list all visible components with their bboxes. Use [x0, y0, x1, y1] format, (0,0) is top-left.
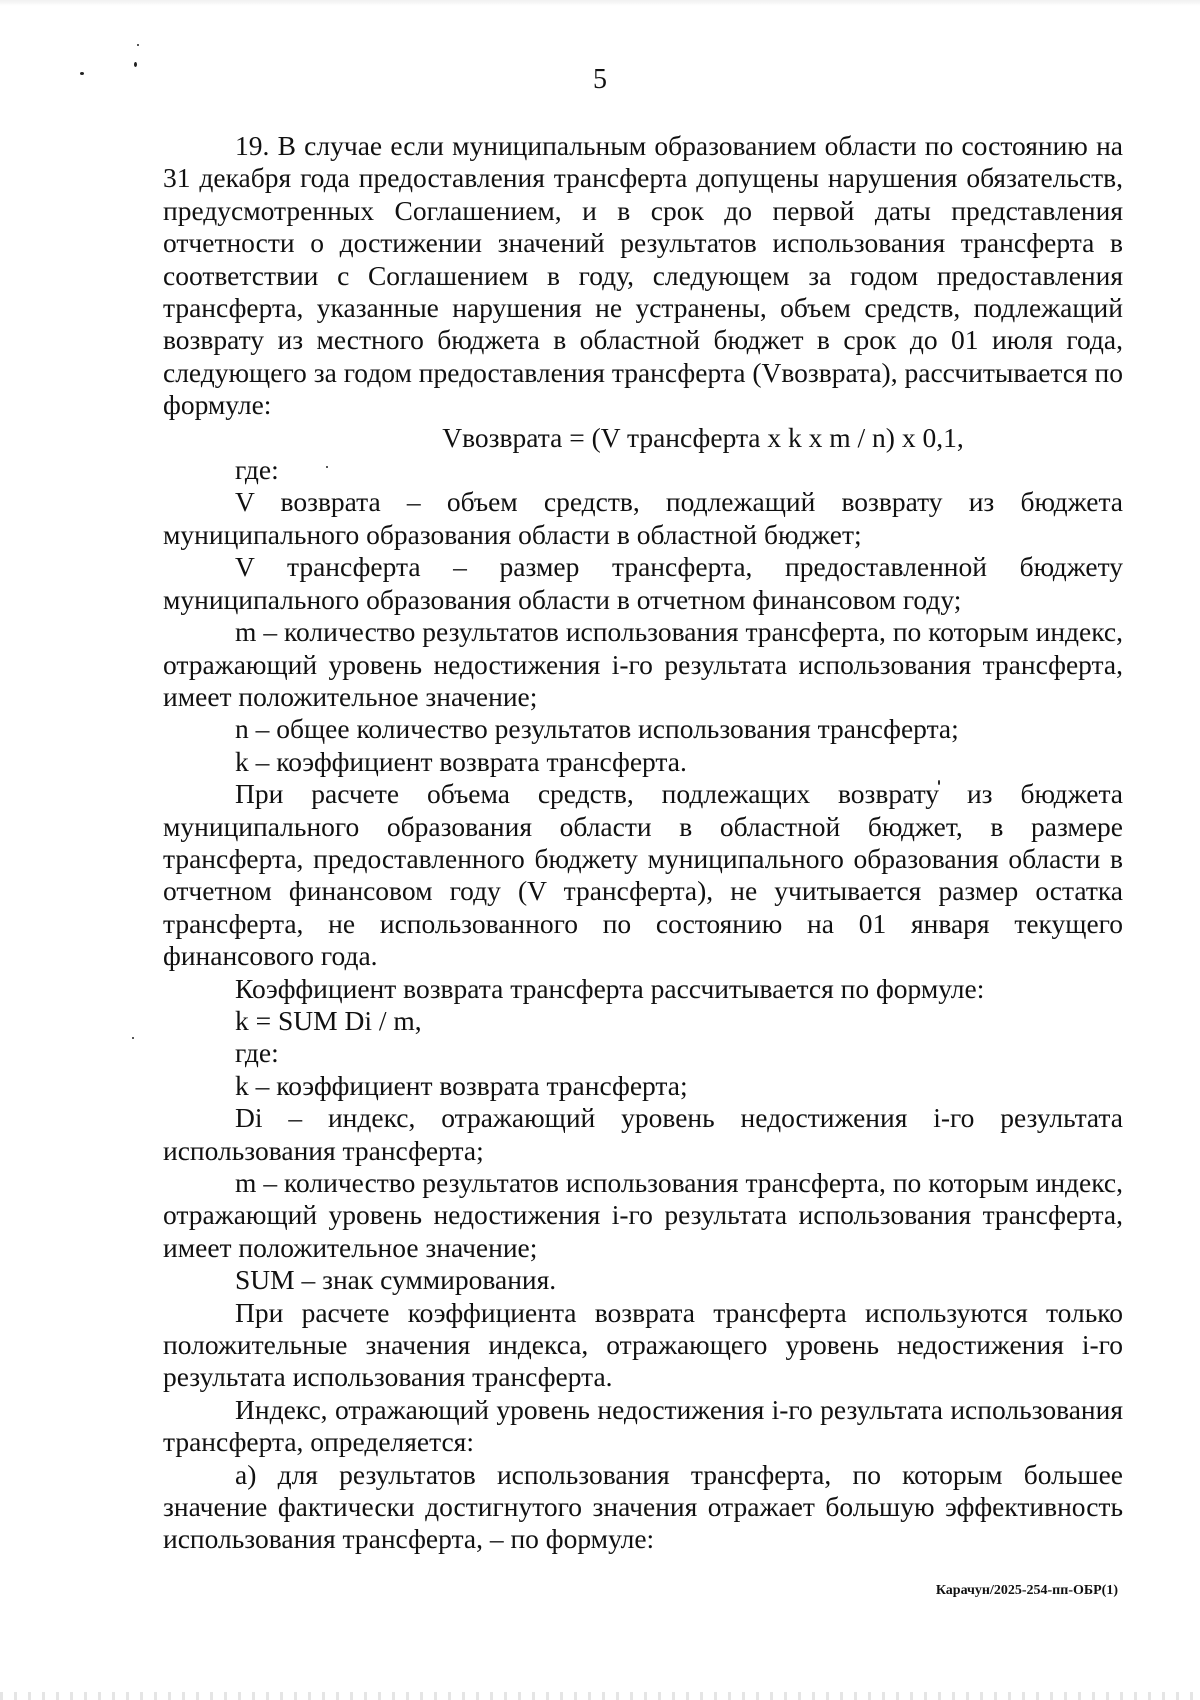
scan-edge-bottom	[0, 1692, 1200, 1700]
document-body	[163, 130, 1123, 1556]
definition-n: n – общее количество результатов использования трансферта;	[235, 713, 959, 745]
where-label-2: где:	[235, 1037, 279, 1069]
definition-di: Di – индекс, отражающий уровень недостижения i-го результата использования трансферта;	[163, 1102, 1123, 1166]
document-footer-code: Карачун/2025-254-пп-ОБР(1)	[935, 1583, 1118, 1598]
scan-edge-top	[0, 0, 1200, 6]
page-number: 5	[593, 64, 607, 95]
paragraph-coefficient-intro: Коэффициент возврата трансферта рассчитывается по формуле:	[235, 972, 985, 1004]
paragraph-case-a: а) для результатов использования трансферта, по которым большее значение фактически достигнутого значения отражает большую эффективность использования трансферта, – по формуле:	[163, 1458, 1123, 1555]
definition-m-2: m – количество результатов использования трансферта, по которым индекс, отражающий уровень недостижения i-го результата использования трансферта, имеет положительное значение;	[163, 1167, 1123, 1263]
scan-speck	[137, 44, 139, 46]
formula-coefficient: k = SUM Di / m,	[235, 1004, 422, 1036]
definition-m: m – количество результатов использования трансферта, по которым индекс, отражающий уровень недостижения i-го результата использования трансферта, имеет положительное значение;	[163, 616, 1123, 712]
paragraph-positive-values: При расчете коэффициента возврата трансферта используются только положительные значения индекса, отражающего уровень недостижения i-го результата использования трансферта.	[163, 1296, 1123, 1393]
definition-k: k – коэффициент возврата трансферта.	[235, 745, 687, 777]
definition-v-return: V возврата – объем средств, подлежащий возврату из бюджета муниципального образования области в областной бюджет;	[163, 486, 1123, 550]
definition-v-transfer: V трансферта – размер трансферта, предоставленной бюджету муниципального образования области в отчетном финансовом году;	[163, 551, 1123, 615]
formula-return-volume: Vвозврата = (V трансферта x k x m / n) x 0,1,	[442, 421, 964, 453]
paragraph-index-definition: Индекс, отражающий уровень недостижения i-го результата использования трансферта, определяется:	[163, 1393, 1123, 1458]
definition-k-2: k – коэффициент возврата трансферта;	[235, 1069, 688, 1101]
scan-speck	[132, 1037, 134, 1039]
where-label: где:	[235, 454, 279, 486]
definition-sum: SUM – знак суммирования.	[235, 1264, 557, 1296]
paragraph-19: 19. В случае если муниципальным образованием области по состоянию на 31 декабря года предоставления трансферта допущены нарушения обязательств, предусмотренных Соглашением, и в срок до первой даты представления отчетности о достижении значений результатов использования трансферта в соответствии с Соглашением в году, следующем за годом предоставления трансферта, указанные нарушения не устранены, объем средств, подлежащий возврату из местного бюджета в областной бюджет в срок до 01 июля года, следующего за годом предоставления трансферта (Vвозврата), рассчитывается по формуле:	[163, 130, 1123, 421]
paragraph-calculation-note: При расчете объема средств, подлежащих возврату из бюджета муниципального образования области в областной бюджет, в размере трансферта, предоставленного бюджету муниципального образования области в отчетном финансовом году (V трансферта), не учитывается размер остатка трансферта, не использованного по состоянию на 01 января текущего финансового года.	[163, 778, 1123, 972]
